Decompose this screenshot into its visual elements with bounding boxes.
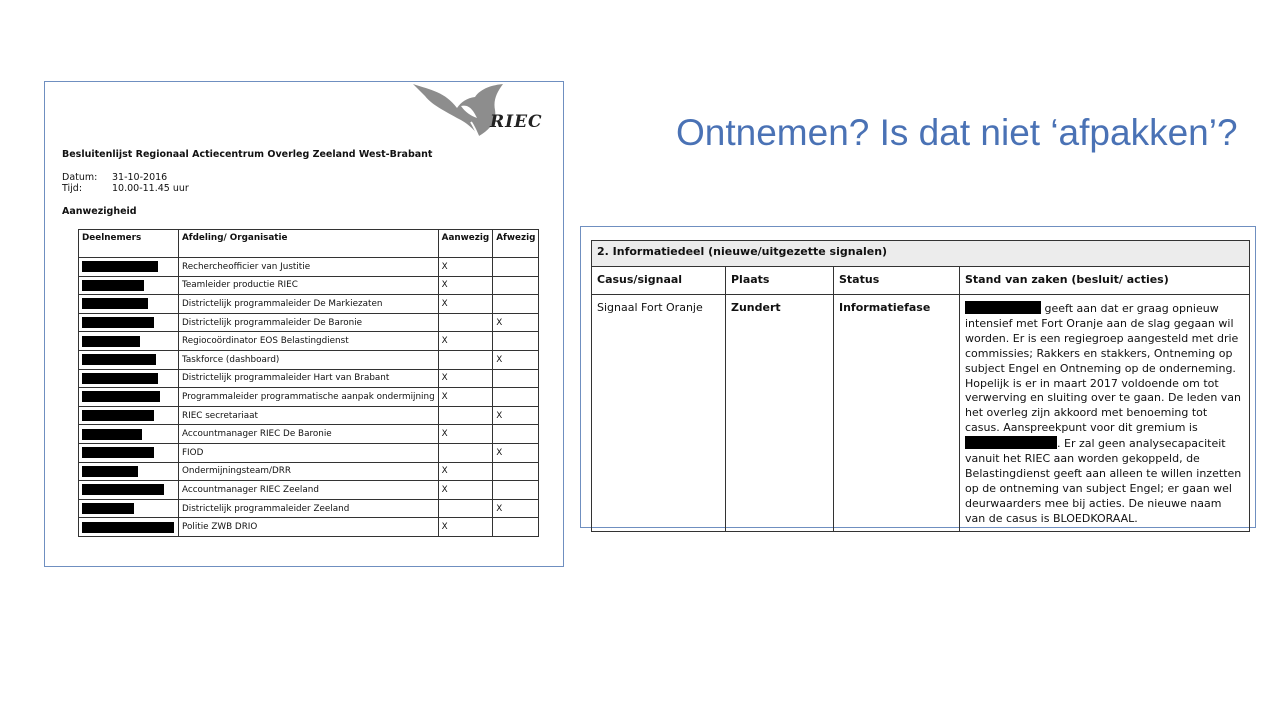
deelnemer-cell [79,518,179,537]
organisatie-cell: Programmaleider programmatische aanpak ondermijning [179,388,439,407]
aanwezig-cell [438,406,493,425]
organisatie-cell: Accountmanager RIEC Zeeland [179,481,439,500]
organisatie-cell: Teamleider productie RIEC [179,276,439,295]
organisatie-cell: Rechercheofficier van Justitie [179,258,439,277]
redaction-bar [82,298,148,309]
deelnemer-cell [79,388,179,407]
attendance-row [79,332,539,351]
attendance-row [79,350,539,369]
redaction-bar [82,429,142,440]
aanwezig-cell [438,313,493,332]
afwezig-cell [493,518,539,537]
organisatie-cell: Districtelijk programmaleider Zeeland [179,499,439,518]
attendance-row [79,313,539,332]
deelnemer-cell [79,332,179,351]
col-plaats: Plaats [726,267,834,295]
cell-status: Informatiefase [834,295,960,532]
organisatie-cell: Taskforce (dashboard) [179,350,439,369]
deelnemer-cell [79,462,179,481]
attendance-row [79,462,539,481]
afwezig-cell [493,295,539,314]
afwezig-cell: X [493,406,539,425]
col-casus: Casus/signaal [592,267,726,295]
cell-casus: Signaal Fort Oranje [592,295,726,532]
redaction-bar [82,336,140,347]
deelnemer-cell [79,313,179,332]
deelnemer-cell [79,276,179,295]
col-deelnemers: Deelnemers [79,230,179,258]
document-title: Besluitenlijst Regionaal Actiecentrum Overleg Zeeland West-Brabant [62,149,433,160]
besluitenlijst-document [44,81,564,567]
attendance-row [79,443,539,462]
redaction-bar [965,301,1041,314]
aanwezig-cell: X [438,369,493,388]
deelnemer-cell [79,443,179,462]
deelnemer-cell [79,481,179,500]
attendance-row [79,258,539,277]
redaction-bar [965,436,1057,449]
aanwezig-cell: X [438,425,493,444]
afwezig-cell [493,425,539,444]
redaction-bar [82,354,156,365]
deelnemer-cell [79,295,179,314]
afwezig-cell: X [493,350,539,369]
deelnemer-cell [79,425,179,444]
organisatie-cell: FIOD [179,443,439,462]
afwezig-cell: X [493,313,539,332]
redaction-bar [82,447,154,458]
aanwezig-cell: X [438,295,493,314]
informatiedeel-table [591,240,1250,532]
attendance-row [79,295,539,314]
organisatie-cell: RIEC secretariaat [179,406,439,425]
deelnemer-cell [79,369,179,388]
informatiedeel-column-row [592,267,1250,295]
attendance-row [79,481,539,500]
attendance-row [79,388,539,407]
afwezig-cell [493,388,539,407]
stand-text-part1: geeft aan dat er graag opnieuw intensief met Fort Oranje aan de slag gegaan wil worden. Er is een regiegroep aangesteld met drie commissies; Rakkers en stakkers, Ontneming op subject Engel en Ontneming op de onderneming. Hopelijk is er in maart 2017 voldoende om tot verwerving en sluiting over te gaan. De leden van het overleg zijn akkoord met benoeming tot casus. Aanspreekpunt voor dit gremium is [965,302,1242,435]
redaction-bar [82,503,134,514]
attendance-row [79,276,539,295]
deelnemer-cell [79,258,179,277]
attendance-row [79,406,539,425]
attendance-header-row [79,230,539,258]
meta-datum [62,172,167,183]
organisatie-cell: Accountmanager RIEC De Baronie [179,425,439,444]
afwezig-cell [493,258,539,277]
organisatie-cell: Districtelijk programmaleider De Markiezaten [179,295,439,314]
redaction-bar [82,317,154,328]
redaction-bar [82,373,158,384]
col-status: Status [834,267,960,295]
afwezig-cell [493,462,539,481]
informatiedeel-header: 2. Informatiedeel (nieuwe/uitgezette signalen) [592,241,1250,267]
tijd-value: 10.00-11.45 uur [112,183,189,194]
organisatie-cell: Politie ZWB DRIO [179,518,439,537]
aanwezig-cell [438,499,493,518]
aanwezig-cell: X [438,388,493,407]
meta-tijd [62,183,189,194]
col-afwezig: Afwezig [493,230,539,258]
aanwezig-cell [438,350,493,369]
organisatie-cell: Regiocoördinator EOS Belastingdienst [179,332,439,351]
organisatie-cell: Ondermijningsteam/DRR [179,462,439,481]
afwezig-cell: X [493,499,539,518]
section-heading: Aanwezigheid [62,206,137,217]
redaction-bar [82,522,174,533]
informatiedeel-document [580,226,1256,528]
afwezig-cell: X [493,443,539,462]
deelnemer-cell [79,406,179,425]
aanwezig-cell: X [438,518,493,537]
organisatie-cell: Districtelijk programmaleider Hart van Brabant [179,369,439,388]
redaction-bar [82,484,164,495]
col-afdeling: Afdeling/ Organisatie [179,230,439,258]
cell-plaats: Zundert [726,295,834,532]
afwezig-cell [493,332,539,351]
col-aanwezig: Aanwezig [438,230,493,258]
riec-logo-text: RIEC [490,112,543,132]
aanwezig-cell [438,443,493,462]
organisatie-cell: Districtelijk programmaleider De Baronie [179,313,439,332]
aanwezig-cell: X [438,481,493,500]
col-stand: Stand van zaken (besluit/ acties) [960,267,1250,295]
datum-value: 31-10-2016 [112,172,168,183]
afwezig-cell [493,369,539,388]
aanwezig-cell: X [438,276,493,295]
stand-text-part2: . Er zal geen analysecapaciteit vanuit het RIEC aan worden gekoppeld, de Belastingdienst geeft aan alleen te willen inzetten op de ontneming van subject Engel; er gaan wel deurwaarders mee bij acties. De nieuwe naam van de casus is BLOEDKORAAL. [965,437,1242,525]
informatiedeel-row [592,295,1250,532]
cell-stand [960,295,1250,532]
attendance-row [79,499,539,518]
attendance-row [79,518,539,537]
attendance-row [79,369,539,388]
redaction-bar [82,261,158,272]
attendance-table [78,229,539,537]
tijd-label: Tijd: [62,183,83,194]
redaction-bar [82,391,160,402]
afwezig-cell [493,276,539,295]
deelnemer-cell [79,499,179,518]
afwezig-cell [493,481,539,500]
redaction-bar [82,280,144,291]
redaction-bar [82,466,138,477]
deelnemer-cell [79,350,179,369]
aanwezig-cell: X [438,462,493,481]
attendance-row [79,425,539,444]
datum-label: Datum: [62,172,98,183]
redaction-bar [82,410,154,421]
aanwezig-cell: X [438,332,493,351]
slide-title: Ontnemen? Is dat niet ‘afpakken’? [676,112,1238,153]
aanwezig-cell: X [438,258,493,277]
